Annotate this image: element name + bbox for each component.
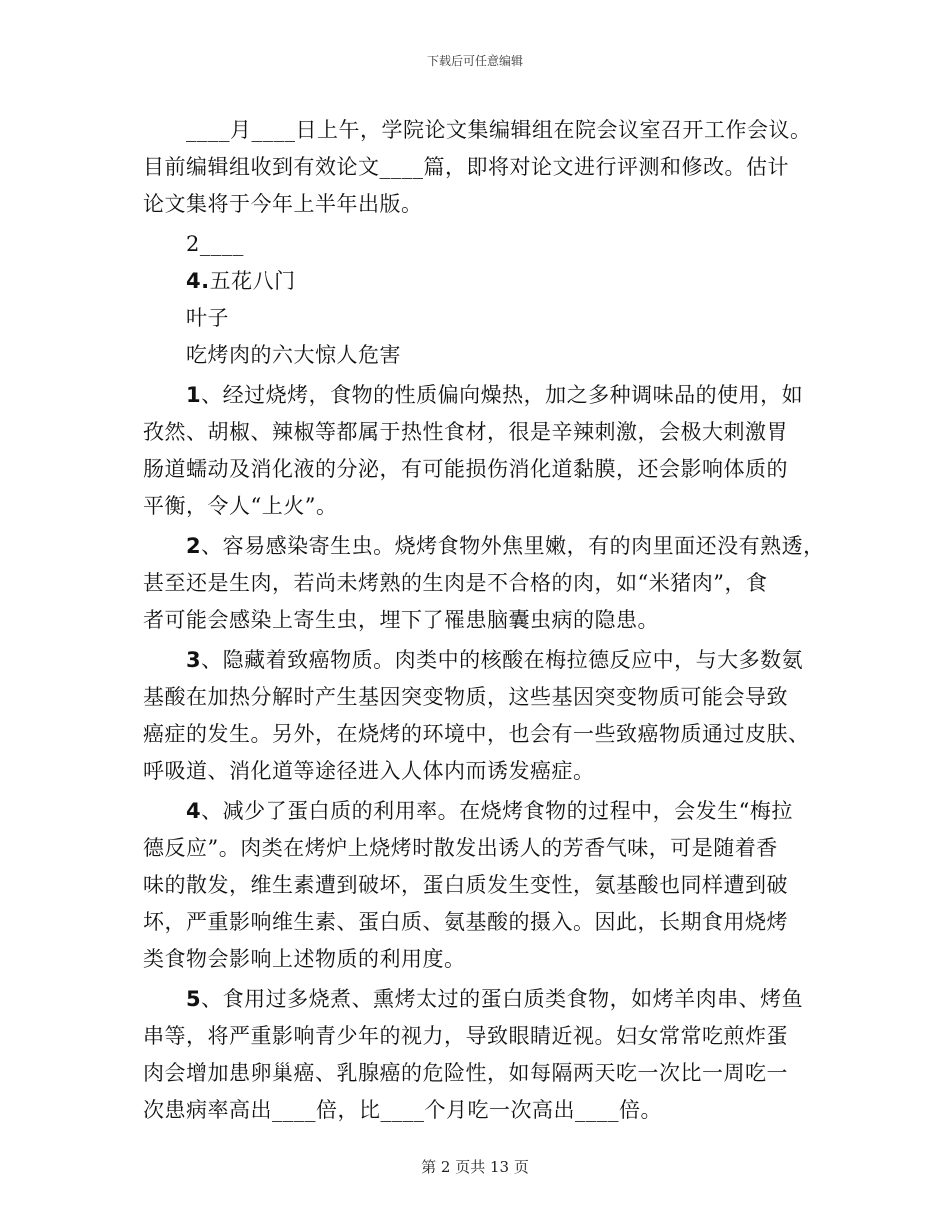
text-line [143,112,815,149]
text-line [143,830,815,867]
item-number: 4 [186,799,202,823]
text-line [143,642,815,679]
line-text: 目前编辑组收到有效论文____篇，即将对论文进行评测和修改。估计 [143,155,789,179]
line-text: 、食用过多烧煮、熏烤太过的蛋白质类食物，如烤羊肉串、烤鱼 [201,987,804,1011]
line-text: 吃烤肉的六大惊人危害 [186,343,401,367]
line-text: 坏，严重影响维生素、蛋白质、氨基酸的摄入。因此，长期食用烧烤 [143,910,788,934]
line-text: 肉会增加患卵巢癌、乳腺癌的危险性，如每隔两天吃一次比一周吃一 [143,1061,788,1085]
text-line [143,226,815,263]
line-text: 味的散发，维生素遭到破坏，蛋白质发生变性，氨基酸也同样遭到破 [143,873,788,897]
page-footer: 第 2 页共 13 页 [421,1158,529,1176]
line-text: 、减少了蛋白质的利用率。在烧烤食物的过程中，会发生“梅拉 [201,799,793,823]
text-line [143,981,815,1018]
item-number: 5 [186,987,202,1011]
text-line [143,904,815,941]
line-text: 甚至还是生肉，若尚未烤熟的生肉是不合格的肉，如“米猪肉”，食 [143,571,768,595]
text-line [143,1092,815,1129]
line-text: 叶子 [186,306,229,330]
line-text: 2____ [186,232,244,256]
line-text: 者可能会感染上寄生虫，埋下了罹患脑囊虫病的隐患。 [143,608,659,632]
line-text: 次患病率高出____倍，比____个月吃一次高出____倍。 [143,1098,662,1122]
text-line [143,565,815,602]
line-text: 论文集将于今年上半年出版。 [143,192,423,216]
text-line [143,1018,815,1055]
paragraph [143,793,815,978]
item-number: 2 [186,534,202,558]
text-line [143,1055,815,1092]
text-line [143,753,815,790]
text-line [143,377,815,414]
line-text: 孜然、胡椒、辣椒等都属于热性食材，很是辛辣刺激，会极大刺激胃 [143,420,788,444]
line-text: 平衡，令人“上火”。 [143,494,338,518]
line-text: 、隐藏着致癌物质。肉类中的核酸在梅拉德反应中，与大多数氨 [201,648,804,672]
text-line [143,941,815,978]
text-line [143,679,815,716]
text-line [143,867,815,904]
paragraph [143,112,815,223]
document-body [143,112,825,1129]
line-text: 、经过烧烤，食物的性质偏向燥热，加之多种调味品的使用，如 [201,383,804,407]
line-text: 癌症的发生。另外，在烧烤的环境中，也会有一些致癌物质通过皮肤、 [143,722,810,746]
text-line [143,300,815,337]
line-text: 德反应”。肉类在烤炉上烧烤时散发出诱人的芳香气味，可是随着香 [143,836,778,860]
text-line [143,716,815,753]
page-header: 下载后可任意编辑 [426,54,523,68]
paragraph [143,226,815,263]
text-line [143,263,815,300]
paragraph [143,263,815,300]
line-text: 肠道蠕动及消化液的分泌，有可能损伤消化道黏膜，还会影响体质的 [143,457,788,481]
text-line [143,414,815,451]
line-text: 五花八门 [209,269,296,293]
text-line [143,793,815,830]
text-line [143,186,815,223]
item-number: 1 [186,383,202,407]
line-text: ____月____日上午，学院论文集编辑组在院会议室召开工作会议。 [186,118,812,142]
line-text: 类食物会影响上述物质的利用度。 [143,947,466,971]
line-text: 串等，将严重影响青少年的视力，导致眼睛近视。妇女常常吃煎炸蛋 [143,1024,788,1048]
paragraph [143,981,815,1129]
paragraph [143,300,815,337]
text-line [143,337,815,374]
paragraph [143,377,815,525]
paragraph [143,337,815,374]
line-text: 、容易感染寄生虫。烧烤食物外焦里嫩，有的肉里面还没有熟透， [201,534,825,558]
paragraph [143,528,825,639]
text-line [143,602,815,639]
text-line [143,451,815,488]
text-line [143,488,815,525]
line-text: 基酸在加热分解时产生基因突变物质，这些基因突变物质可能会导致 [143,685,788,709]
paragraph [143,642,815,790]
item-number: 3 [186,648,202,672]
line-text: 呼吸道、消化道等途径进入人体内而诱发癌症。 [143,759,595,783]
text-line [143,149,815,186]
item-number: 4. [186,269,210,293]
text-line [143,528,825,565]
